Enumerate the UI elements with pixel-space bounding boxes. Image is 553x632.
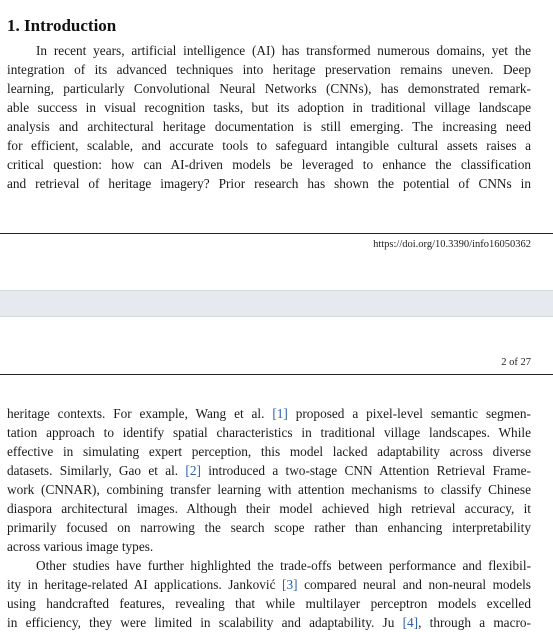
header-rule xyxy=(0,374,553,375)
pdf-page-2 xyxy=(0,317,553,630)
section-heading: 1. Introduction xyxy=(7,16,117,35)
text-segment: effective in simulating expert perception, this model lacked adaptability across diverse xyxy=(7,444,531,459)
text-segment: compared neural and non-neural models xyxy=(297,577,531,592)
text-line: critical question: how can AI-driven models be leveraged to enhance the classification xyxy=(7,157,531,172)
text-line xyxy=(7,537,531,556)
text-segment: work (CNNAR), combining transfer learning with attention mechanisms to classify Chinese xyxy=(7,482,531,497)
text-line xyxy=(7,575,531,594)
text-segment: across various image types. xyxy=(7,539,154,554)
text-line xyxy=(7,556,531,575)
text-line xyxy=(7,461,531,480)
text-segment: primarily focused on narrowing the search scope rather than enhancing interpretability xyxy=(7,520,531,535)
text-line: learning, particularly Convolutional Neural Networks (CNNs), has demonstrated remark- xyxy=(7,81,531,96)
page-gap xyxy=(0,290,553,317)
text-line xyxy=(7,613,531,632)
text-segment: proposed a pixel-level semantic segmen- xyxy=(287,406,531,421)
text-line xyxy=(7,499,531,518)
citation-link[interactable]: [2] xyxy=(185,463,201,478)
pdf-page-1 xyxy=(0,0,553,290)
text-segment: diaspora architectural images. Although their model achieved high retrieval accuracy, it xyxy=(7,501,531,516)
text-line xyxy=(7,594,531,613)
page-number: 2 of 27 xyxy=(501,357,531,368)
intro-paragraph xyxy=(7,41,531,193)
text-line: for efficient, scalable, and accurate tools to safeguard intangible cultural assets raises a xyxy=(7,138,531,153)
text-line: able success in visual recognition tasks, but its adoption in traditional village landscape xyxy=(7,100,531,115)
text-segment: Other studies have further highlighted the trade-offs between performance and flexibil- xyxy=(36,558,531,573)
footer-rule xyxy=(0,233,553,234)
text-line xyxy=(7,442,531,461)
text-line: and retrieval of heritage imagery? Prior research has shown the potential of CNNs in xyxy=(7,176,531,191)
text-segment: , through a macro- xyxy=(418,615,531,630)
text-line xyxy=(7,518,531,537)
second-paragraph xyxy=(7,556,531,632)
text-segment: introduced a two-stage CNN Attention Retrieval Frame- xyxy=(200,463,531,478)
text-segment: using handcrafted features, revealing that while multilayer perceptron models excelled xyxy=(7,596,531,611)
text-line: integration of its advanced techniques into heritage preservation remains uneven. Deep xyxy=(7,62,531,77)
citation-link[interactable]: [1] xyxy=(272,406,288,421)
text-line xyxy=(7,404,531,423)
text-segment: heritage contexts. For example, Wang et al. xyxy=(7,406,273,421)
text-line xyxy=(7,423,531,442)
text-line: analysis and architectural heritage documentation is still emerging. The increasing need xyxy=(7,119,531,134)
text-line: In recent years, artificial intelligence (AI) has transformed numerous domains, yet the xyxy=(36,43,531,58)
doi-link[interactable]: https://doi.org/10.3390/info16050362 xyxy=(373,239,531,250)
text-segment: in efficiency, they were limited in scalability and adaptability. Ju xyxy=(7,615,403,630)
continuation-paragraph xyxy=(7,404,531,556)
text-segment: datasets. Similarly, Gao et al. xyxy=(7,463,186,478)
citation-link[interactable]: [4] xyxy=(402,615,419,630)
text-line xyxy=(7,480,531,499)
text-segment: ity in heritage-related AI applications. Janković xyxy=(7,577,283,592)
text-segment: tation approach to identify spatial characteristics in traditional village landscapes. While xyxy=(7,425,531,440)
citation-link[interactable]: [3] xyxy=(282,577,298,592)
